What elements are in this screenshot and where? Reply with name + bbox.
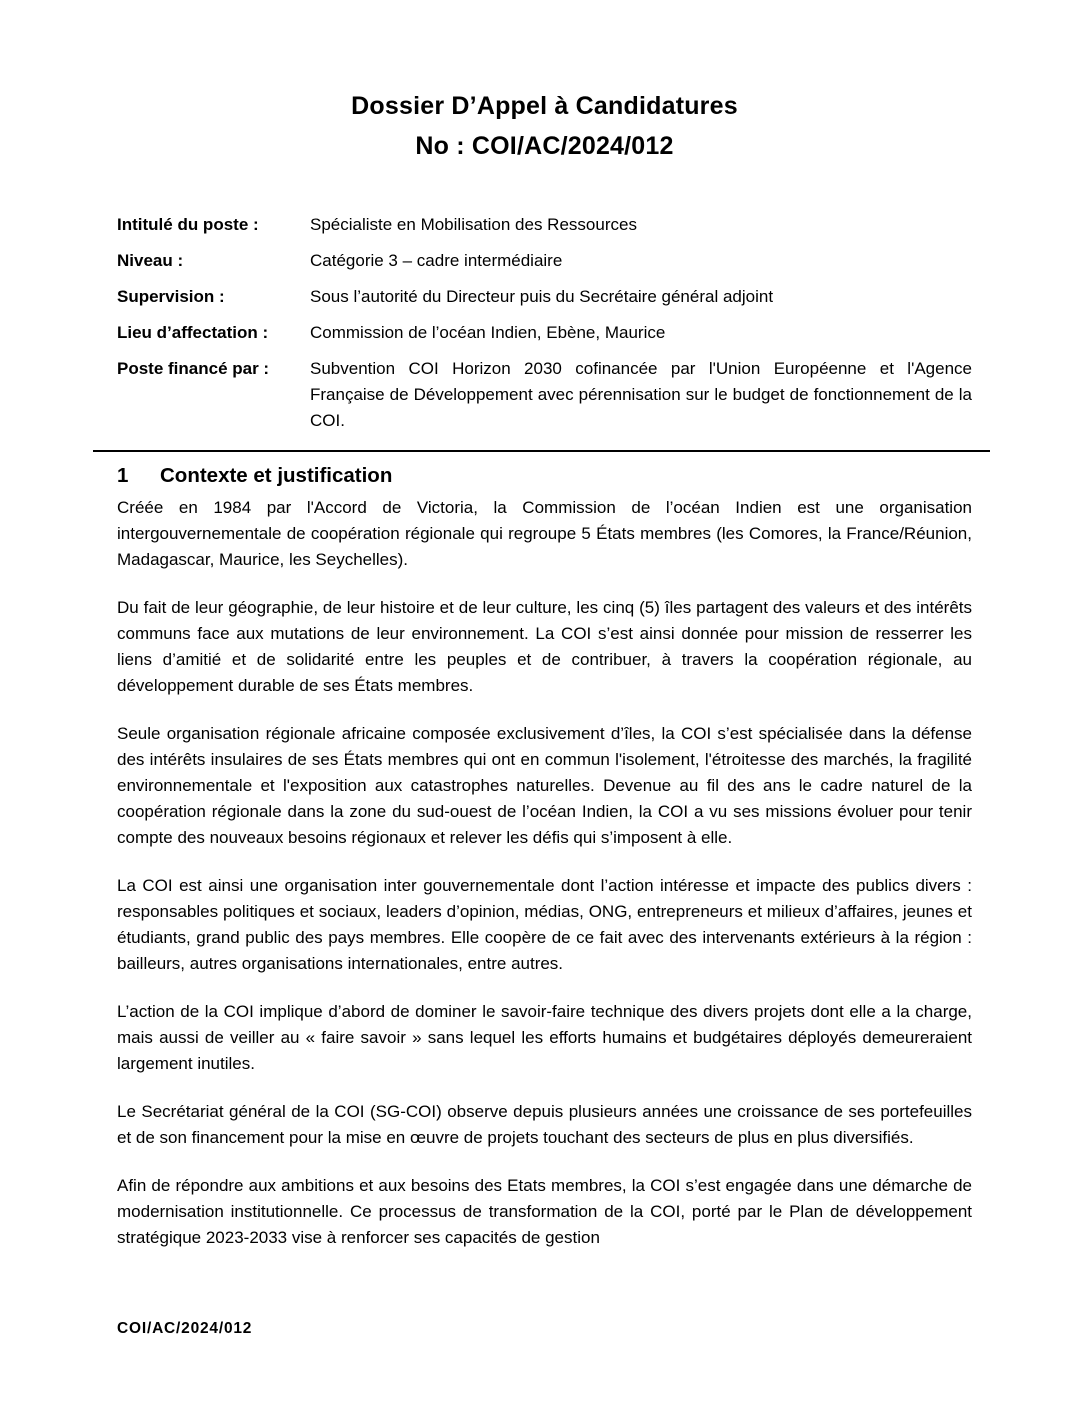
job-summary-fields: [117, 212, 972, 434]
paragraph-creation-coi: Créée en 1984 par l'Accord de Victoria, la Commission de l’océan Indien est une organisation intergouvernementale de coopération régionale qui regroupe 5 États membres (les Comores, la France/Réunion, Madagascar, Maurice, les Seychelles).: [117, 498, 972, 569]
field-row-lieu: [117, 320, 972, 346]
footer-reference: COI/AC/2024/012: [117, 1320, 253, 1337]
field-value-intitule: Spécialiste en Mobilisation des Ressources: [310, 215, 637, 234]
field-label-lieu: Lieu d’affectation :: [117, 323, 269, 342]
field-row-financement: [117, 356, 972, 434]
field-label-intitule: Intitulé du poste :: [117, 215, 259, 234]
paragraph-geographie: Du fait de leur géographie, de leur histoire et de leur culture, les cinq (5) îles partagent des valeurs et des intérêts communs face aux mutations de leur environnement. La COI s’est ainsi donnée pour mission de resserrer les liens d’amitié et de solidarité entre les peuples et de contribuer, à travers la coopération régionale, au développement durable de ses États membres.: [117, 598, 972, 695]
section-title: Contexte et justification: [160, 464, 393, 487]
field-value-lieu: Commission de l’océan Indien, Ebène, Maurice: [310, 323, 666, 342]
field-row-niveau: [117, 248, 972, 274]
field-label-niveau: Niveau :: [117, 251, 184, 270]
document-title-line2: No : COI/AC/2024/012: [415, 132, 674, 160]
paragraph-organisation-insulaire: Seule organisation régionale africaine composée exclusivement d’îles, la COI s’est spécialisée dans la défense des intérêts insulaires de ses États membres qui ont en commun l'isolement, l'étroitesse des marchés, la fragilité environnementale et l'exposition aux catastrophes naturelles. Devenue au fil des ans le cadre naturel de la coopération régionale dans la zone du sud-ouest de l’océan Indien, la COI a vu ses missions évoluer pour tenir compte des nouveaux besoins régionaux et relever les défis qui s’imposent à elle.: [117, 724, 972, 847]
field-row-supervision: [117, 284, 972, 310]
field-label-supervision: Supervision :: [117, 287, 225, 306]
section-contexte: [117, 462, 972, 1251]
paragraph-modernisation: Afin de répondre aux ambitions et aux besoins des Etats membres, la COI s’est engagée dans une démarche de modernisation institutionnelle. Ce processus de transformation de la COI, porté par le Plan de développement stratégique 2023-2033 vise à renforcer ses capacités de gestion: [117, 1176, 972, 1247]
field-value-niveau: Catégorie 3 – cadre intermédiaire: [310, 251, 563, 270]
section-heading: [117, 462, 972, 490]
paragraph-publics-divers: La COI est ainsi une organisation inter gouvernementale dont l’action intéresse et impacte des publics divers : responsables politiques et sociaux, leaders d’opinion, médias, ONG, entrepreneurs et milieux d’affaires, jeunes et étudiants, grand public des pays membres. Elle coopère de ce fait avec des intervenants extérieurs à la région : bailleurs, autres organisations internationales, entre autres.: [117, 876, 972, 973]
document-title: [117, 86, 972, 166]
field-row-intitule: [117, 212, 972, 238]
section-divider-rule: [93, 450, 990, 452]
section-number: 1: [117, 464, 129, 487]
document-title-line1: Dossier D’Appel à Candidatures: [351, 92, 738, 120]
field-value-supervision: Sous l’autorité du Directeur puis du Secrétaire général adjoint: [310, 287, 774, 306]
paragraph-savoir-faire: L’action de la COI implique d’abord de dominer le savoir-faire technique des divers projets dont elle a la charge, mais aussi de veiller au « faire savoir » sans lequel les efforts humains et budgétaires déployés demeureraient largement inutiles.: [117, 1002, 972, 1073]
field-value-financement: Subvention COI Horizon 2030 cofinancée par l'Union Européenne et l'Agence Française de Développement avec pérennisation sur le budget de fonctionnement de la COI.: [310, 359, 972, 430]
field-label-financement: Poste financé par :: [117, 359, 270, 378]
paragraph-secretariat-general: Le Secrétariat général de la COI (SG-COI) observe depuis plusieurs années une croissance de ses portefeuilles et de son financement pour la mise en œuvre de projets touchant des secteurs de plus en plus diversifiés.: [117, 1102, 972, 1147]
